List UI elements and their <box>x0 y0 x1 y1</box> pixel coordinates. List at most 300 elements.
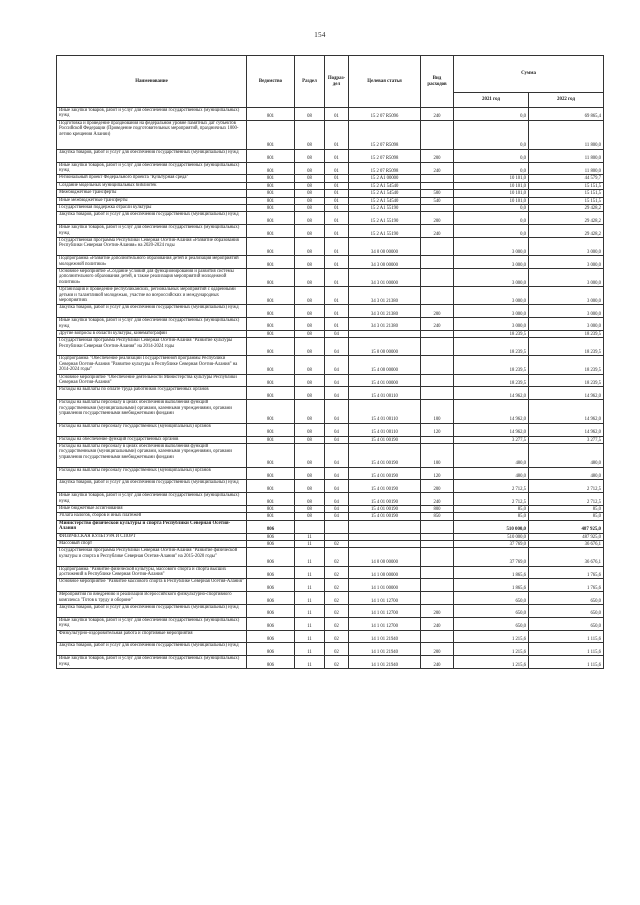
cell-agency: 801 <box>247 318 295 331</box>
cell-agency: 806 <box>247 604 295 617</box>
table-row <box>57 579 604 592</box>
cell-amount-2021: 14 962,0 <box>454 400 529 424</box>
cell-section: 08 <box>295 513 325 520</box>
cell-expense-type: 540 <box>421 197 454 204</box>
cell-agency: 801 <box>247 493 295 506</box>
cell-target: 15 4 01 00190 <box>349 444 421 468</box>
table-row <box>57 480 604 493</box>
cell-amount-2021: 0,0 <box>454 120 529 149</box>
header-agency: Ведомство <box>247 56 295 108</box>
cell-subsection: 01 <box>325 162 349 175</box>
cell-amount-2021: 14 962,0 <box>454 423 529 436</box>
table-row <box>57 120 604 149</box>
cell-target: 34 3 01 00000 <box>349 268 421 286</box>
cell-subsection <box>325 520 349 533</box>
cell-name: Закупка товаров, работ и услуг для обеспечения государственных (муниципальных) нужд <box>57 604 247 617</box>
table-row <box>57 467 604 480</box>
table-row <box>57 540 604 547</box>
table-row <box>57 604 604 617</box>
cell-target <box>349 533 421 540</box>
cell-expense-type <box>421 120 454 149</box>
cell-amount-2021: 1 865,6 <box>454 566 529 579</box>
cell-expense-type: 240 <box>421 108 454 121</box>
cell-amount-2021: 37 769,0 <box>454 540 529 547</box>
cell-agency: 801 <box>247 506 295 513</box>
cell-target: 14 1 01 12700 <box>349 592 421 605</box>
cell-subsection: 01 <box>325 318 349 331</box>
cell-name: Иные закупки товаров, работ и услуг для обеспечения государственных (муниципальных) нужд <box>57 162 247 175</box>
cell-agency: 801 <box>247 204 295 211</box>
cell-expense-type: 200 <box>421 604 454 617</box>
cell-name: Государственная программа Республики Северная Осетия-Алания "Развитие культуры Республики Северная Осетия-Алания" на 2014-2024 годы <box>57 338 247 356</box>
cell-expense-type <box>421 540 454 547</box>
cell-section: 08 <box>295 493 325 506</box>
cell-section: 08 <box>295 444 325 468</box>
cell-agency: 801 <box>247 467 295 480</box>
cell-expense-type: 120 <box>421 423 454 436</box>
cell-target: 15 2 A1 54540 <box>349 197 421 204</box>
cell-agency: 806 <box>247 656 295 669</box>
cell-amount-2021: 510 000,0 <box>454 533 529 540</box>
cell-expense-type <box>421 175 454 182</box>
header-expense-type: Вид расходов <box>421 56 454 108</box>
cell-subsection: 02 <box>325 592 349 605</box>
cell-subsection: 04 <box>325 480 349 493</box>
cell-expense-type: 240 <box>421 318 454 331</box>
cell-expense-type <box>421 287 454 305</box>
cell-amount-2021: 18 239,5 <box>454 374 529 387</box>
cell-agency: 801 <box>247 225 295 238</box>
cell-amount-2021: 85,0 <box>454 506 529 513</box>
table-row <box>57 190 604 197</box>
cell-amount-2021: 10 101,0 <box>454 182 529 189</box>
cell-section: 08 <box>295 436 325 443</box>
cell-section: 08 <box>295 175 325 182</box>
cell-name: ФИЗИЧЕСКАЯ КУЛЬТУРА И СПОРТ <box>57 533 247 540</box>
cell-name: Межбюджетные трансферты <box>57 190 247 197</box>
table-row <box>57 436 604 443</box>
cell-agency: 801 <box>247 237 295 255</box>
cell-amount-2021: 480,0 <box>454 444 529 468</box>
cell-section: 08 <box>295 190 325 197</box>
cell-amount-2022: 480,0 <box>529 444 604 468</box>
cell-agency: 806 <box>247 520 295 533</box>
cell-agency: 801 <box>247 305 295 318</box>
cell-name: Иные закупки товаров, работ и услуг для обеспечения государственных (муниципальных) нужд <box>57 108 247 121</box>
cell-amount-2022: 480,0 <box>529 467 604 480</box>
cell-name: Государственная программа Республики Северная Осетия-Алания «Развитие образования Республики Северная Осетия-Алания» на 2020-2024 годы <box>57 237 247 255</box>
cell-amount-2021: 0,0 <box>454 225 529 238</box>
cell-target: 14 0 00 00000 <box>349 548 421 566</box>
cell-expense-type: 240 <box>421 493 454 506</box>
cell-subsection: 01 <box>325 268 349 286</box>
cell-amount-2022: 487 925,0 <box>529 520 604 533</box>
cell-section: 08 <box>295 400 325 424</box>
cell-amount-2021: 480,0 <box>454 467 529 480</box>
cell-name: Закупка товаров, работ и услуг для обеспечения государственных (муниципальных) нужд <box>57 480 247 493</box>
cell-name: Закупка товаров, работ и услуг для обеспечения государственных (муниципальных) нужд <box>57 305 247 318</box>
cell-subsection: 02 <box>325 566 349 579</box>
cell-amount-2022: 15 151,5 <box>529 197 604 204</box>
cell-amount-2022: 29 428,2 <box>529 204 604 211</box>
cell-name: Расходы на выплаты персоналу государственных (муниципальных) органов <box>57 467 247 480</box>
cell-section: 11 <box>295 630 325 643</box>
cell-target: 15 4 01 00190 <box>349 467 421 480</box>
cell-name: Основное мероприятие "Обеспечение деятельности Министерства культуры Республики Северная Осетия-Алания" <box>57 374 247 387</box>
cell-amount-2022: 2 712,5 <box>529 480 604 493</box>
cell-target: 15 2 07 R5098 <box>349 149 421 162</box>
cell-amount-2022: 18 239,5 <box>529 356 604 374</box>
cell-agency: 801 <box>247 374 295 387</box>
table-row <box>57 374 604 387</box>
cell-agency: 801 <box>247 330 295 337</box>
cell-subsection: 02 <box>325 630 349 643</box>
table-row <box>57 548 604 566</box>
cell-subsection: 04 <box>325 493 349 506</box>
cell-target: 15 2 A1 54540 <box>349 190 421 197</box>
cell-amount-2022: 14 962,0 <box>529 400 604 424</box>
cell-expense-type <box>421 182 454 189</box>
cell-agency: 801 <box>247 338 295 356</box>
cell-name: Основное мероприятие "Развитие массового спорта в Республике Северная Осетия-Алания" <box>57 579 247 592</box>
cell-subsection: 01 <box>325 237 349 255</box>
cell-agency: 806 <box>247 592 295 605</box>
cell-name: Иные закупки товаров, работ и услуг для обеспечения государственных (муниципальных) нужд <box>57 318 247 331</box>
cell-subsection: 01 <box>325 256 349 269</box>
cell-section: 08 <box>295 256 325 269</box>
cell-agency: 801 <box>247 256 295 269</box>
cell-expense-type: 240 <box>421 617 454 630</box>
cell-subsection: 04 <box>325 513 349 520</box>
cell-amount-2022: 11 800,0 <box>529 120 604 149</box>
cell-amount-2021: 650,0 <box>454 617 529 630</box>
table-row <box>57 268 604 286</box>
cell-amount-2022: 3 277,5 <box>529 436 604 443</box>
cell-subsection: 04 <box>325 374 349 387</box>
cell-section: 08 <box>295 120 325 149</box>
cell-expense-type: 200 <box>421 643 454 656</box>
cell-amount-2021: 650,0 <box>454 604 529 617</box>
cell-name: Иные закупки товаров, работ и услуг для обеспечения государственных (муниципальных) нужд <box>57 225 247 238</box>
cell-amount-2022: 15 151,5 <box>529 190 604 197</box>
cell-amount-2021: 10 101,0 <box>454 175 529 182</box>
cell-expense-type: 240 <box>421 225 454 238</box>
cell-amount-2022: 11 800,0 <box>529 149 604 162</box>
cell-amount-2021: 0,0 <box>454 212 529 225</box>
cell-section: 08 <box>295 387 325 400</box>
cell-agency: 801 <box>247 400 295 424</box>
cell-subsection: 01 <box>325 305 349 318</box>
cell-agency: 801 <box>247 190 295 197</box>
cell-expense-type <box>421 548 454 566</box>
cell-subsection: 01 <box>325 204 349 211</box>
cell-expense-type <box>421 204 454 211</box>
cell-name: Другие вопросы в области культуры, кинематографии <box>57 330 247 337</box>
cell-agency: 801 <box>247 182 295 189</box>
cell-subsection: 02 <box>325 540 349 547</box>
cell-section: 08 <box>295 423 325 436</box>
cell-name: Подготовка и проведение празднования на федеральном уровне памятных дат субъектов Российской Федерации (Проведение подготовительных мероприятий, праздничных 1000-летию крещения Алании) <box>57 120 247 149</box>
cell-name: Государственная поддержка отрасли культуры <box>57 204 247 211</box>
table-row <box>57 175 604 182</box>
table-row <box>57 630 604 643</box>
cell-subsection: 01 <box>325 190 349 197</box>
cell-amount-2022: 14 962,0 <box>529 423 604 436</box>
cell-expense-type: 100 <box>421 400 454 424</box>
cell-amount-2022: 3 000,0 <box>529 287 604 305</box>
cell-agency: 801 <box>247 444 295 468</box>
cell-section: 08 <box>295 330 325 337</box>
cell-subsection: 04 <box>325 387 349 400</box>
cell-subsection: 01 <box>325 287 349 305</box>
table-row <box>57 256 604 269</box>
cell-name: Расходы на выплаты персоналу в целях обеспечения выполнения функций государственными (муниципальными) органами, казенными учреждениями, органами управления государственными внебюджетными фондами <box>57 400 247 424</box>
cell-amount-2022: 3 000,0 <box>529 256 604 269</box>
cell-expense-type: 120 <box>421 467 454 480</box>
cell-agency: 806 <box>247 630 295 643</box>
cell-subsection: 04 <box>325 400 349 424</box>
cell-section: 11 <box>295 579 325 592</box>
cell-target: 15 4 01 00190 <box>349 493 421 506</box>
cell-name: Расходы на выплаты по оплате труда работников государственных органов <box>57 387 247 400</box>
cell-name: Региональный проект Федерального проекта "Культурная среда" <box>57 175 247 182</box>
cell-name: Организация и проведение республиканских, региональных мероприятий с одаренными детьми и талантливой молодежью, участие во всероссийских и международных мероприятиях <box>57 287 247 305</box>
cell-section: 08 <box>295 197 325 204</box>
cell-agency: 801 <box>247 212 295 225</box>
cell-target: 15 2 A1 54540 <box>349 182 421 189</box>
cell-amount-2022: 29 428,2 <box>529 212 604 225</box>
cell-amount-2022: 650,0 <box>529 592 604 605</box>
cell-amount-2021: 18 239,5 <box>454 356 529 374</box>
cell-name: Уплата налогов, сборов и иных платежей <box>57 513 247 520</box>
cell-agency: 806 <box>247 566 295 579</box>
cell-amount-2022: 3 000,0 <box>529 268 604 286</box>
cell-expense-type <box>421 566 454 579</box>
table-row <box>57 493 604 506</box>
cell-target: 15 4 01 00000 <box>349 374 421 387</box>
table-row <box>57 656 604 669</box>
cell-subsection: 01 <box>325 149 349 162</box>
cell-name: Иные бюджетные ассигнования <box>57 506 247 513</box>
cell-amount-2022: 1 765,6 <box>529 579 604 592</box>
cell-name: Государственная программа Республики Северная Осетия-Алания "Развитие физической культуры и спорта в Республике Северная Осетия-Алания" на 2015-2020 годы" <box>57 548 247 566</box>
header-year-2022: 2022 год <box>529 93 604 108</box>
cell-subsection: 04 <box>325 330 349 337</box>
cell-agency: 801 <box>247 356 295 374</box>
cell-amount-2021: 2 712,5 <box>454 480 529 493</box>
cell-section: 08 <box>295 225 325 238</box>
cell-name: Подпрограмма «Развитие дополнительного образования детей и реализация мероприятий молодежной политики» <box>57 256 247 269</box>
table-row <box>57 387 604 400</box>
table-row <box>57 204 604 211</box>
table-row <box>57 197 604 204</box>
cell-amount-2022: 3 000,0 <box>529 318 604 331</box>
cell-expense-type <box>421 374 454 387</box>
cell-section: 11 <box>295 592 325 605</box>
cell-target: 15 2 A1 55190 <box>349 204 421 211</box>
table-row <box>57 423 604 436</box>
cell-agency: 806 <box>247 533 295 540</box>
cell-amount-2022: 3 000,0 <box>529 305 604 318</box>
cell-expense-type <box>421 630 454 643</box>
cell-subsection: 01 <box>325 182 349 189</box>
cell-agency: 801 <box>247 268 295 286</box>
cell-target: 15 2 A1 55190 <box>349 212 421 225</box>
cell-target: 15 2 07 R5096 <box>349 108 421 121</box>
cell-amount-2021: 3 000,0 <box>454 237 529 255</box>
header-amount: Сумма <box>454 56 604 93</box>
cell-subsection: 01 <box>325 175 349 182</box>
cell-amount-2021: 3 000,0 <box>454 268 529 286</box>
cell-section: 08 <box>295 318 325 331</box>
cell-expense-type: 850 <box>421 513 454 520</box>
cell-expense-type <box>421 387 454 400</box>
cell-amount-2021: 10 101,0 <box>454 197 529 204</box>
table-row <box>57 506 604 513</box>
cell-agency: 801 <box>247 108 295 121</box>
cell-target: 34 3 00 00000 <box>349 256 421 269</box>
cell-expense-type: 200 <box>421 212 454 225</box>
cell-section <box>295 520 325 533</box>
cell-amount-2022: 1 115,6 <box>529 630 604 643</box>
cell-expense-type: 200 <box>421 149 454 162</box>
cell-target: 14 1 01 21940 <box>349 643 421 656</box>
cell-target: 15 4 01 00190 <box>349 480 421 493</box>
cell-target: 14 1 01 21940 <box>349 656 421 669</box>
cell-target: 15 4 00 00000 <box>349 356 421 374</box>
cell-agency: 801 <box>247 162 295 175</box>
cell-name: Расходы на выплаты персоналу государственных (муниципальных) органов <box>57 423 247 436</box>
cell-section: 08 <box>295 237 325 255</box>
cell-amount-2021: 18 239,5 <box>454 330 529 337</box>
cell-expense-type <box>421 579 454 592</box>
cell-section: 08 <box>295 212 325 225</box>
cell-section: 08 <box>295 374 325 387</box>
cell-target: 15 0 00 00000 <box>349 338 421 356</box>
cell-amount-2021: 3 000,0 <box>454 256 529 269</box>
cell-subsection: 02 <box>325 579 349 592</box>
cell-name: Иные межбюджетные трансферты <box>57 197 247 204</box>
cell-subsection <box>325 533 349 540</box>
cell-target: 15 2 A1 00000 <box>349 175 421 182</box>
cell-target: 14 1 01 12700 <box>349 604 421 617</box>
table-row <box>57 212 604 225</box>
cell-section: 11 <box>295 548 325 566</box>
cell-agency: 806 <box>247 617 295 630</box>
cell-expense-type: 500 <box>421 190 454 197</box>
cell-amount-2022: 18 239,5 <box>529 374 604 387</box>
cell-amount-2021: 3 000,0 <box>454 287 529 305</box>
cell-subsection: 04 <box>325 506 349 513</box>
cell-amount-2021: 650,0 <box>454 592 529 605</box>
table-row <box>57 533 604 540</box>
cell-amount-2021: 85,0 <box>454 513 529 520</box>
cell-name: Мероприятия по внедрению и реализации Всероссийского физкультурно-спортивного комплекса "Готов к труду и обороне" <box>57 592 247 605</box>
cell-section: 11 <box>295 604 325 617</box>
cell-section: 11 <box>295 540 325 547</box>
cell-section: 08 <box>295 182 325 189</box>
cell-amount-2021: 37 769,0 <box>454 548 529 566</box>
cell-subsection: 04 <box>325 436 349 443</box>
cell-target <box>349 330 421 337</box>
cell-section: 11 <box>295 533 325 540</box>
table-row <box>57 356 604 374</box>
cell-amount-2022: 3 000,0 <box>529 237 604 255</box>
cell-section: 08 <box>295 356 325 374</box>
cell-name: Массовый спорт <box>57 540 247 547</box>
cell-amount-2022: 36 676,1 <box>529 540 604 547</box>
cell-subsection: 01 <box>325 212 349 225</box>
cell-target <box>349 520 421 533</box>
cell-expense-type <box>421 268 454 286</box>
cell-amount-2021: 510 000,0 <box>454 520 529 533</box>
header-target: Целевая статья <box>349 56 421 108</box>
header-year-2021: 2021 год <box>454 93 529 108</box>
cell-subsection: 04 <box>325 444 349 468</box>
table-row <box>57 444 604 468</box>
cell-amount-2021: 3 277,5 <box>454 436 529 443</box>
cell-expense-type: 200 <box>421 480 454 493</box>
cell-amount-2021: 1 215,6 <box>454 630 529 643</box>
cell-agency: 806 <box>247 548 295 566</box>
cell-name: Создание модельных муниципальных библиотек <box>57 182 247 189</box>
table-body <box>57 108 604 669</box>
cell-section: 08 <box>295 268 325 286</box>
cell-target: 14 1 01 21940 <box>349 630 421 643</box>
cell-name: Закупка товаров, работ и услуг для обеспечения государственных (муниципальных) нужд <box>57 149 247 162</box>
cell-section: 11 <box>295 617 325 630</box>
cell-section: 08 <box>295 162 325 175</box>
cell-name: Иные закупки товаров, работ и услуг для обеспечения государственных (муниципальных) нужд <box>57 493 247 506</box>
cell-agency: 801 <box>247 436 295 443</box>
cell-expense-type <box>421 330 454 337</box>
cell-expense-type: 200 <box>421 305 454 318</box>
header-subsection: Подраз-дел <box>325 56 349 108</box>
table-row <box>57 330 604 337</box>
cell-agency: 801 <box>247 287 295 305</box>
cell-agency: 806 <box>247 643 295 656</box>
table-row <box>57 338 604 356</box>
header-name: Наименование <box>57 56 247 108</box>
cell-subsection: 01 <box>325 197 349 204</box>
cell-amount-2022: 650,0 <box>529 617 604 630</box>
cell-amount-2022: 44 579,7 <box>529 175 604 182</box>
table-row <box>57 287 604 305</box>
cell-target: 15 2 07 R5098 <box>349 120 421 149</box>
cell-amount-2021: 0,0 <box>454 108 529 121</box>
cell-amount-2022: 650,0 <box>529 604 604 617</box>
cell-section: 08 <box>295 204 325 211</box>
cell-amount-2022: 2 712,5 <box>529 493 604 506</box>
cell-section: 08 <box>295 108 325 121</box>
cell-target: 34 0 00 00000 <box>349 237 421 255</box>
cell-section: 08 <box>295 149 325 162</box>
table-row <box>57 108 604 121</box>
cell-expense-type: 240 <box>421 162 454 175</box>
table-row <box>57 225 604 238</box>
cell-section: 08 <box>295 480 325 493</box>
cell-name: Расходы на выплаты персоналу в целях обеспечения выполнения функций государственными (муниципальными) органами, казенными учреждениями, органами управления государственными внебюджетными фондами <box>57 444 247 468</box>
cell-agency: 801 <box>247 480 295 493</box>
cell-subsection: 04 <box>325 338 349 356</box>
cell-target: 34 3 01 21380 <box>349 305 421 318</box>
table-row <box>57 162 604 175</box>
table-row <box>57 400 604 424</box>
cell-expense-type: 800 <box>421 506 454 513</box>
cell-amount-2022: 1 115,6 <box>529 643 604 656</box>
table-row <box>57 237 604 255</box>
cell-amount-2022: 1 765,6 <box>529 566 604 579</box>
